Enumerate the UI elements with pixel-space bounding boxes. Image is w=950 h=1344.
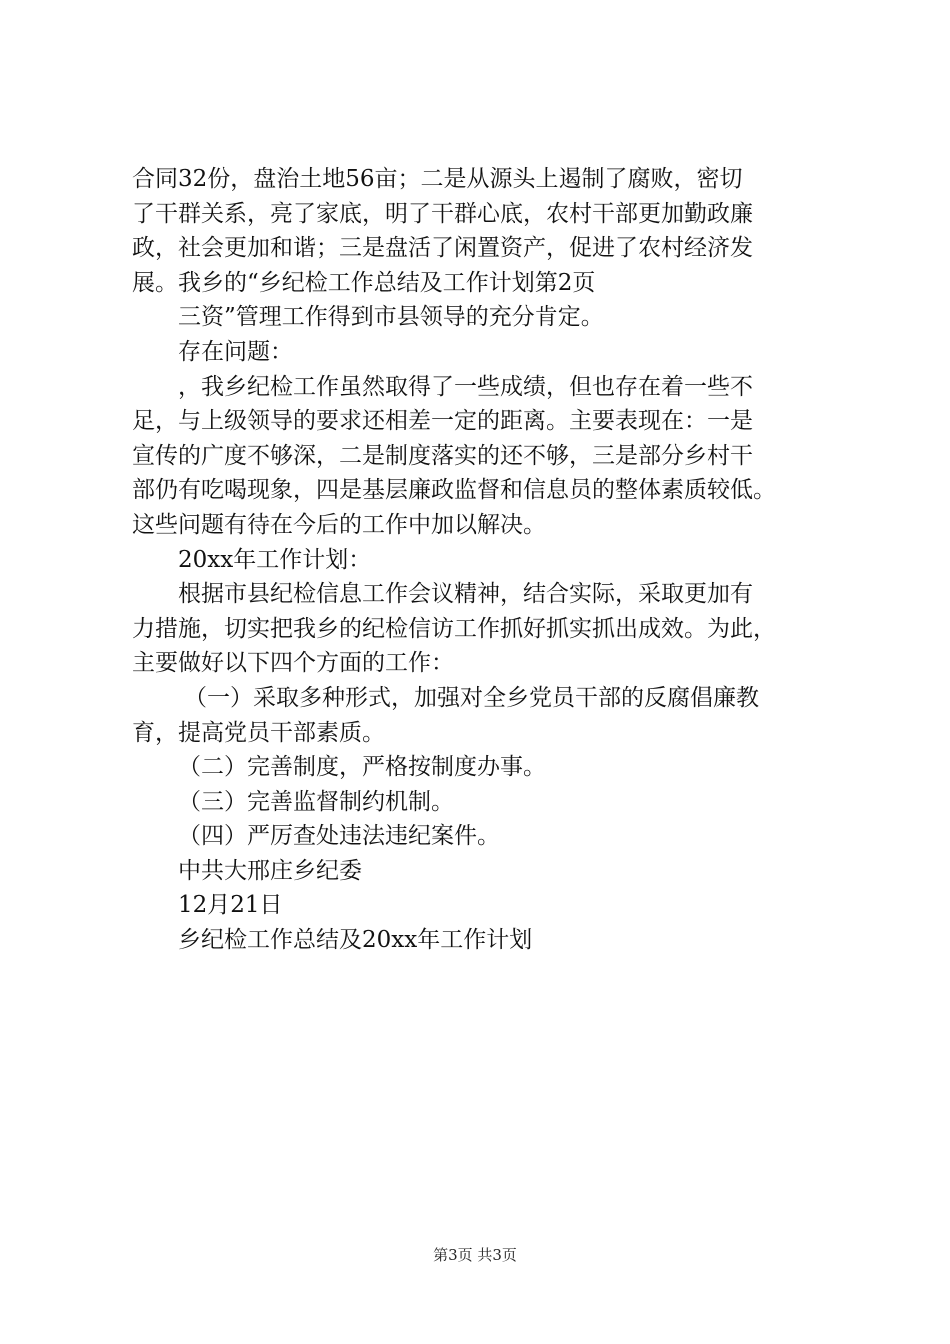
plan-item-1: （一）采取多种形式，加强对全乡党员干部的反腐倡廉教	[184, 684, 759, 711]
signature-date: 12月21日	[178, 892, 283, 919]
body-line-1: 合同32份，盘治土地56亩；二是从源头上遏制了腐败，密切	[132, 166, 743, 192]
body-line-11: 这些问题有待在今后的工作中加以解决。	[132, 511, 546, 538]
document-title-footer: 乡纪检工作总结及20xx年工作计划	[178, 927, 533, 954]
plan-item-1-cont: 育，提高党员干部素质。	[132, 719, 385, 746]
body-line-15: 主要做好以下四个方面的工作：	[132, 650, 454, 677]
document-body	[132, 162, 832, 958]
body-line-7: ，我乡纪检工作虽然取得了一些成绩，但也存在着一些不	[178, 373, 753, 400]
body-line-14: 力措施，切实把我乡的纪检信访工作抓好抓实抓出成效。为此，	[132, 615, 776, 642]
body-line-3: 政，社会更加和谐；三是盘活了闲置资产，促进了农村经济发	[132, 235, 753, 262]
section-heading-problems: 存在问题：	[178, 338, 293, 365]
body-line-2: 了干群关系，亮了家底，明了干群心底，农村干部更加勤政廉	[132, 200, 753, 227]
body-line-9: 宣传的广度不够深，二是制度落实的还不够，三是部分乡村干	[132, 442, 753, 469]
body-line-8: 足，与上级领导的要求还相差一定的距离。主要表现在：一是	[132, 408, 753, 435]
body-line-4: 展。我乡的“乡纪检工作总结及工作计划第2页	[132, 269, 596, 296]
body-line-13: 根据市县纪检信息工作会议精神，结合实际，采取更加有	[178, 581, 753, 608]
plan-item-3: （三）完善监督制约机制。	[178, 788, 454, 815]
body-line-5: 三资”管理工作得到市县领导的充分肯定。	[178, 304, 604, 331]
page-number: 第3页 共3页	[433, 1246, 517, 1264]
body-line-10: 部仍有吃喝现象，四是基层廉政监督和信息员的整体素质较低。	[132, 477, 776, 504]
plan-item-4: （四）严厉查处违法违纪案件。	[178, 823, 500, 850]
signature-org: 中共大邢庄乡纪委	[178, 857, 362, 884]
section-heading-plan: 20xx年工作计划：	[178, 546, 372, 573]
plan-item-2: （二）完善制度，严格按制度办事。	[178, 754, 546, 781]
